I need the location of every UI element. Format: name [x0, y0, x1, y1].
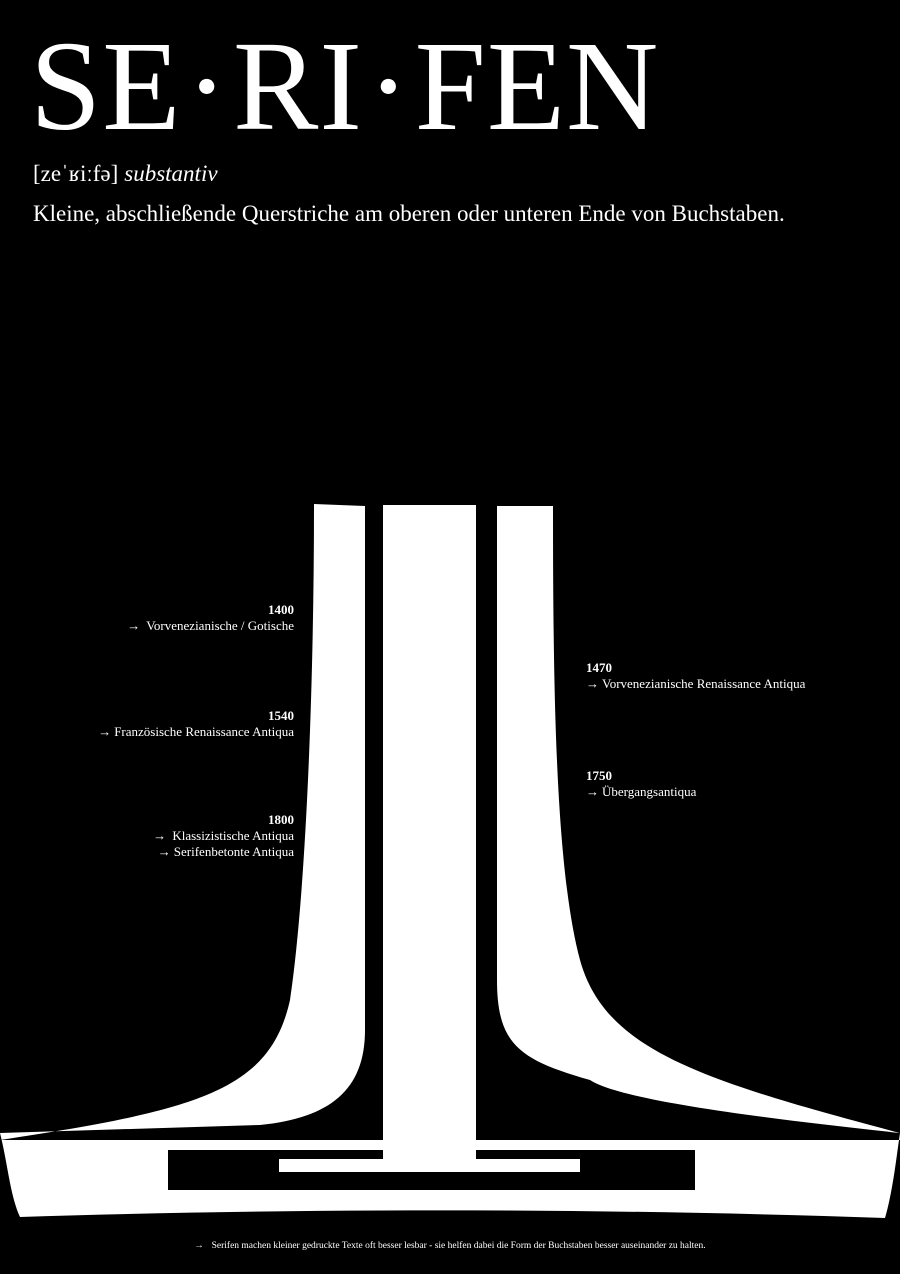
title-syllable-1: SE [30, 15, 182, 157]
central-stem [383, 505, 476, 1160]
era-year: 1800 [268, 812, 294, 827]
arrow-right-icon: → [194, 1241, 204, 1251]
era-year: 1470 [586, 660, 612, 675]
era-1540 [98, 708, 294, 740]
era-style: → Klassizistische Antiqua [153, 828, 294, 843]
pronunciation-ipa: [zeˈʁiːfə] [33, 161, 119, 186]
central-serif-bar [279, 1159, 580, 1172]
title-separator-2: · [367, 15, 411, 157]
footnote [0, 1240, 900, 1252]
era-1470 [586, 660, 805, 692]
footnote-text: Serifen machen kleiner gedruckte Texte oft besser lesbar - sie helfen dabei die Form der Buchstaben besser auseinander zu halten. [211, 1241, 706, 1251]
arrow-right-icon: → [153, 828, 167, 843]
definition-text: Kleine, abschließende Querstriche am oberen oder unteren Ende von Buchstaben. [33, 201, 785, 226]
era-style: → Vorvenezianische / Gotische [127, 618, 294, 633]
era-style: → Vorvenezianische Renaissance Antiqua [586, 676, 806, 691]
era-year: 1400 [268, 602, 294, 617]
era-1400 [127, 602, 294, 634]
title-syllable-2: RI [233, 15, 363, 157]
arrow-right-icon: → [157, 844, 171, 859]
era-style: → Serifenbetonte Antiqua [157, 844, 294, 859]
word-class: substantiv [124, 161, 218, 186]
arrow-right-icon: → [127, 618, 141, 633]
era-1750 [586, 768, 696, 800]
era-1800 [153, 812, 294, 860]
arrow-right-icon: → [586, 784, 599, 799]
arrow-right-icon: → [98, 724, 112, 739]
arrow-right-icon: → [586, 676, 599, 691]
era-style: → Übergangsantiqua [586, 784, 697, 799]
title-syllable-3: FEN [414, 15, 660, 157]
era-style: → Französische Renaissance Antiqua [98, 724, 294, 739]
era-year: 1540 [268, 708, 294, 723]
title-separator-1: · [185, 15, 229, 157]
era-year: 1750 [586, 768, 612, 783]
